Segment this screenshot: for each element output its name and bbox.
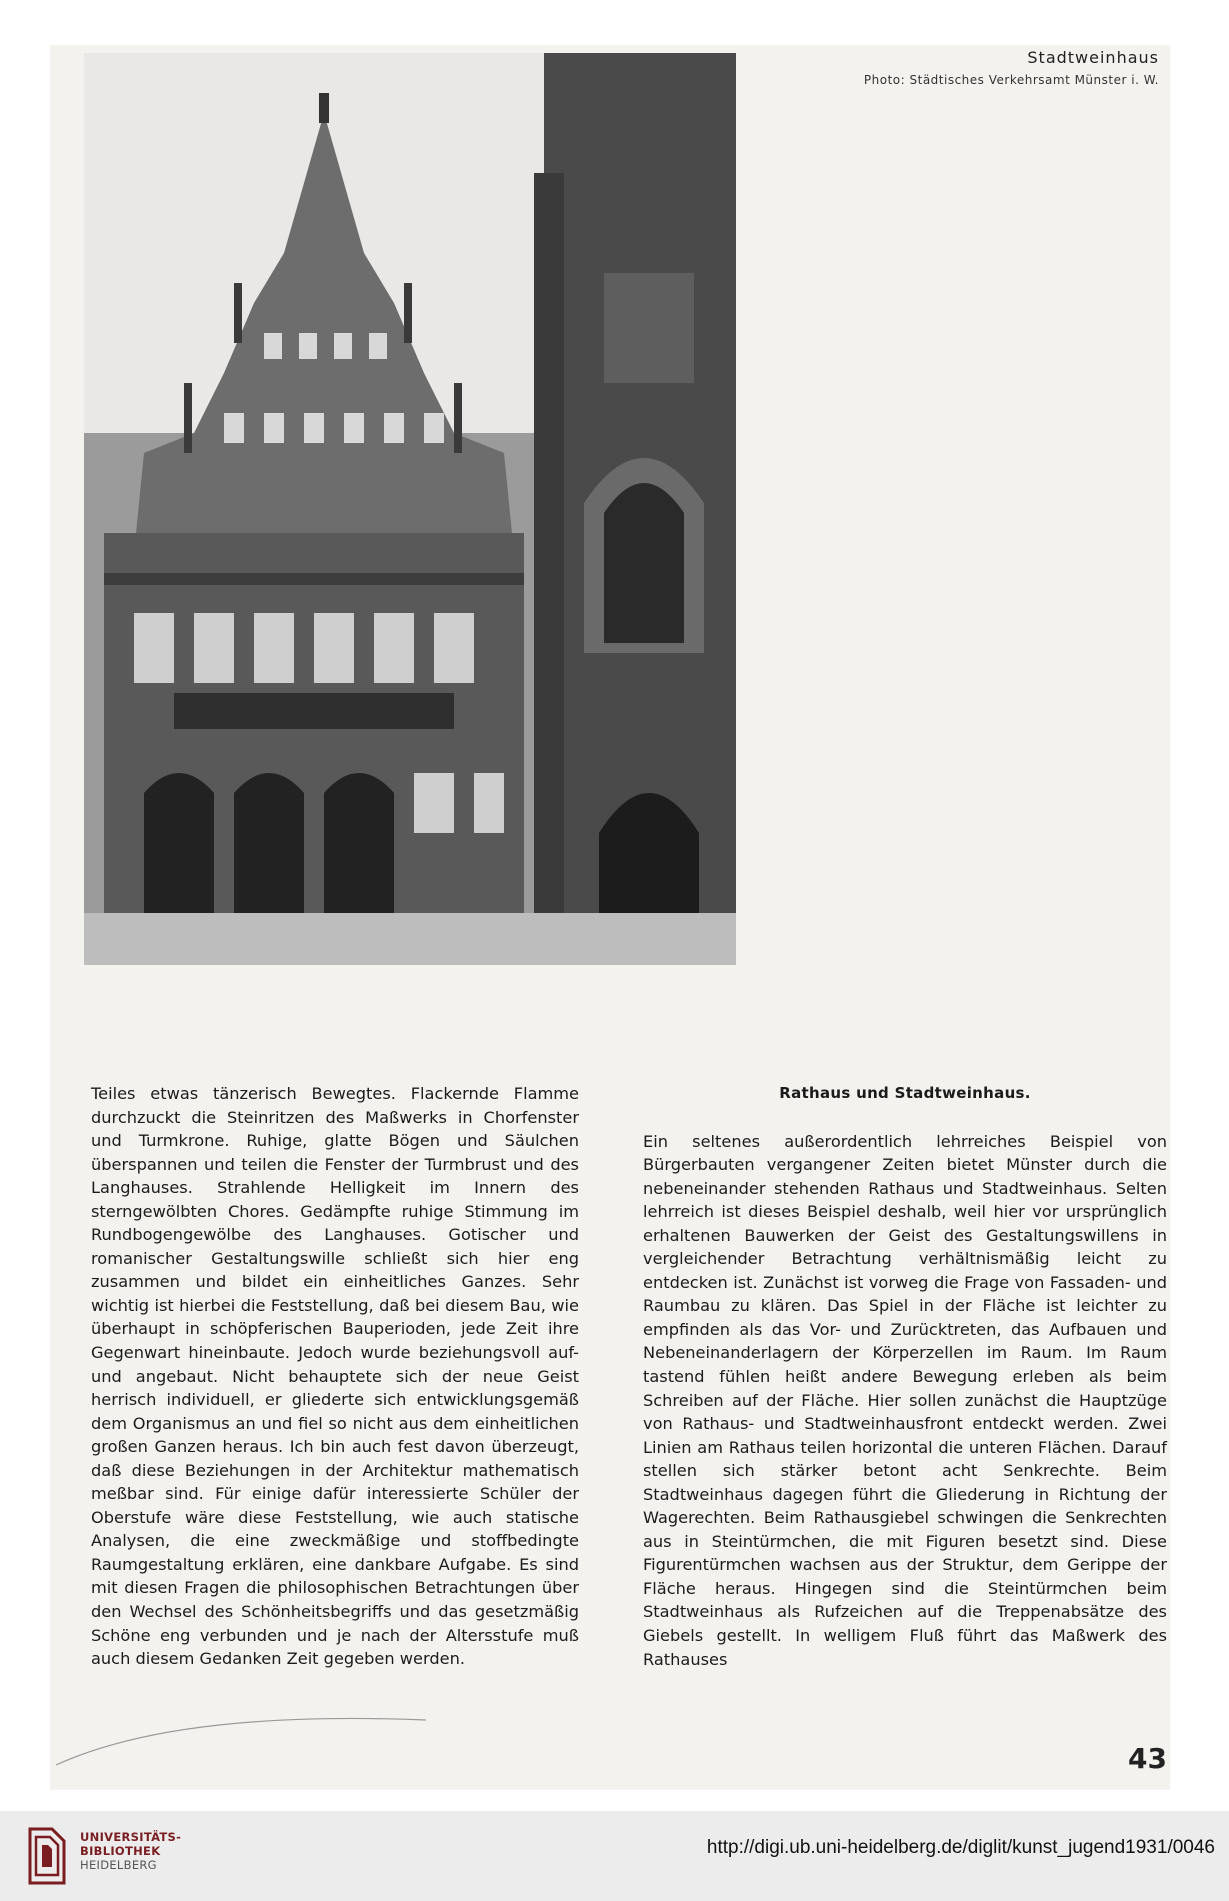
photo-caption [864, 48, 1159, 87]
building-photo [84, 53, 736, 965]
decorative-curve [56, 1700, 436, 1770]
library-logo-icon [22, 1821, 72, 1891]
source-url[interactable]: http://digi.ub.uni-heidelberg.de/diglit/kunst_jugend1931/0046 [706, 1837, 1215, 1858]
right-paragraph: Ein seltenes außerordentlich lehrreiches Beispiel von Bürgerbauten vergangener Zeiten bietet Münster durch die nebeneinander stehenden Rathaus und Stadtweinhaus. Selten lehrreich ist dieses Beispiel deshalb, weil hier vor ursprünglich erhaltenen Bauwerken der Geist des Gestaltungswillens in vergleichender Betrachtung verhältnismäßig leicht zu entdecken ist. Zunächst ist vorweg die Frage von Fassaden- und Raumbau zu klären. Das Spiel in der Fläche ist leichter zu empfinden als das Vor- und Zurücktreten, das Aufbauen und Nebeneinanderlagern der Körperzellen im Raum. Im Raum tastend fühlen heißt andere Bewegung erleben als beim Schreiben auf der Fläche. Hier sollen zunächst die Hauptzüge von Rathaus- und Stadtweinhausfront entdeckt werden. Zwei Linien am Rathaus teilen horizontal die unteren Flächen. Darauf stellen sich stärker betont acht Senkrechte. Beim Stadtweinhaus dagegen führt die Gliederung in Richtung der Wagerechten. Beim Rathausgiebel schwingen die Senkrechten aus in Steintürmchen, die mit Figuren besetzt sind. Diese Figurentürmchen wachsen aus der Struktur, dem Gerippe der Fläche heraus. Hingegen sind die Steintürmchen beim Stadtweinhaus als Rufzeichen auf die Treppenabsätze des Giebels gestellt. In welligem Fluß führt das Maßwerk des Rathauses [643, 1131, 1167, 1669]
left-text-column [91, 1082, 579, 1671]
footer-bar [0, 1811, 1229, 1901]
caption-credit: Photo: Städtisches Verkehrsamt Münster i. W. [863, 73, 1159, 87]
page-number: 43 [1128, 1742, 1167, 1775]
library-name: UNIVERSITÄTS- BIBLIOTHEK HEIDELBERG [80, 1830, 182, 1872]
caption-title: Stadtweinhaus [1027, 48, 1159, 67]
right-text-column [643, 1082, 1167, 1671]
left-paragraph: Teiles etwas tänzerisch Bewegtes. Flackernde Flamme durchzuckt die Steinritzen des Maßwerks in Chorfenster und Turmkrone. Ruhige, glatte Bögen und Säulchen überspannen und teilen die Fenster der Turmbrust und des Langhauses. Strahlende Helligkeit im Innern des sterngewölbten Chores. Gedämpfte ruhige Stimmung im Rundbogengewölbe des Langhauses. Gotischer und romanischer Gestaltungswille schließt sich hier eng zusammen und bildet ein einheitliches Ganzes. Sehr wichtig ist hierbei die Feststellung, daß bei diesem Bau, wie überhaupt in schöpferischen Bauperioden, jede Zeit ihre Gegenwart hineinbaute. Jedoch wurde beziehungsvoll auf- und angebaut. Nicht behauptete sich der neue Geist herrisch individuell, er gliederte sich entwicklungsgemäß dem Organismus an und fiel so nicht aus dem einheitlichen großen Ganzen heraus. Ich bin auch fest davon überzeugt, daß diese Beziehungen in der Architektur mathematisch meßbar sind. Für einige dafür interessierte Schüler der Oberstufe wäre diese Feststellung, wie auch statische Analysen, die eine zweckmäßige und stoffbedingte Raumgestaltung erklären, eine dankbare Aufgabe. Es sind mit diesen Fragen die philosophischen Betrachtungen über den Wechsel des Schönheitsbegriffs und das gesetzmäßig Schöne eng verbunden und je nach der Altersstufe muß auch diesem Gedanken Zeit gegeben werden. [91, 1084, 579, 1669]
section-heading: Rathaus und Stadtweinhaus. [779, 1084, 1031, 1102]
